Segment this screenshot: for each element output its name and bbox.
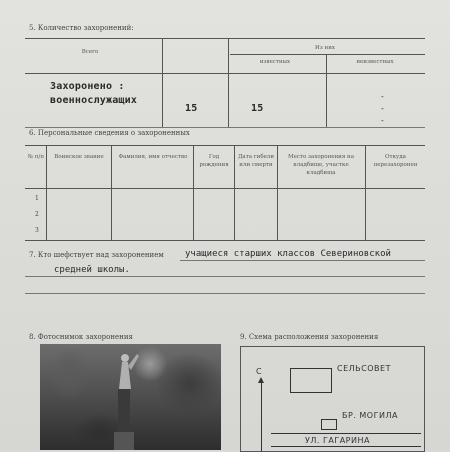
- buried-label-2: военнослужащих: [50, 95, 138, 106]
- s7-underline-1: [180, 260, 425, 261]
- s5-bottom-line: [25, 127, 425, 128]
- patron-line-2: средней школы.: [54, 265, 130, 275]
- row-number: 2: [35, 211, 39, 218]
- row-number: 1: [35, 195, 39, 202]
- north-label: С: [256, 367, 263, 376]
- section8-title: 8. Фотоснимок захоронения: [29, 333, 133, 341]
- s6-v5: [277, 145, 278, 240]
- col-total-header: Всего: [81, 49, 99, 55]
- col-known-header: известных: [259, 59, 291, 65]
- s5-v2: [228, 38, 229, 127]
- header-reburied-from: Откуда перезахоронен: [373, 154, 418, 168]
- grave-label: БР. МОГИЛА: [342, 411, 398, 420]
- col-unknown-header: неизвестных: [356, 59, 394, 65]
- col-of-them-header: Из них: [315, 45, 335, 51]
- unknown-dash-2: -: [380, 104, 385, 113]
- unknown-dash-1: -: [380, 92, 385, 101]
- s5-head-line: [25, 73, 425, 74]
- north-arrow: [261, 379, 262, 451]
- s5-v1: [162, 38, 163, 127]
- location-scheme: [240, 346, 425, 452]
- s6-v1: [46, 145, 47, 240]
- header-rank: Воинское звание: [54, 154, 104, 160]
- s6-bottom-line: [25, 240, 425, 241]
- street-label: УЛ. ГАГАРИНА: [305, 436, 370, 445]
- header-name: Фамилия, имя отчество: [118, 154, 188, 160]
- burial-photo: [40, 344, 221, 450]
- street-line-top: [271, 433, 421, 434]
- sovet-building: [290, 368, 332, 393]
- monument-silhouette: [40, 344, 221, 450]
- sovet-label: СЕЛЬСОВЕТ: [337, 364, 391, 373]
- section6-title: 6. Персональные сведения о захороненных: [29, 129, 190, 137]
- known-value: 15: [251, 103, 264, 114]
- s6-v6: [365, 145, 366, 240]
- header-number: № п/п: [27, 154, 45, 160]
- header-birth-year: Год рождения: [199, 154, 229, 168]
- s6-v2: [111, 145, 112, 240]
- street-line-bottom: [271, 446, 421, 447]
- header-burial-place: Место захоронения на кладбище, участке кладбища: [287, 154, 354, 176]
- row-number: 3: [35, 227, 39, 234]
- header-death-date: Дата гибели или смерти: [237, 154, 275, 168]
- section7-label: 7. Кто шефствует над захоронением: [29, 251, 164, 259]
- s6-v4: [234, 145, 235, 240]
- s5-mid-line: [230, 54, 425, 55]
- patron-line-1: учащиеся старших классов Севериновской: [185, 249, 391, 259]
- s6-v3: [193, 145, 194, 240]
- total-value: 15: [185, 103, 198, 114]
- s5-v3: [326, 54, 327, 127]
- buried-label-1: Захоронено :: [50, 81, 125, 92]
- grave-marker: [321, 419, 337, 430]
- unknown-dash-3: -: [380, 116, 385, 125]
- s5-top-line: [25, 38, 425, 39]
- s7-underline-3: [25, 293, 425, 294]
- section9-title: 9. Схема расположения захоронения: [240, 333, 379, 341]
- s7-underline-2: [25, 276, 425, 277]
- section5-title: 5. Количество захоронений:: [29, 24, 134, 32]
- north-arrow-head: [258, 377, 264, 383]
